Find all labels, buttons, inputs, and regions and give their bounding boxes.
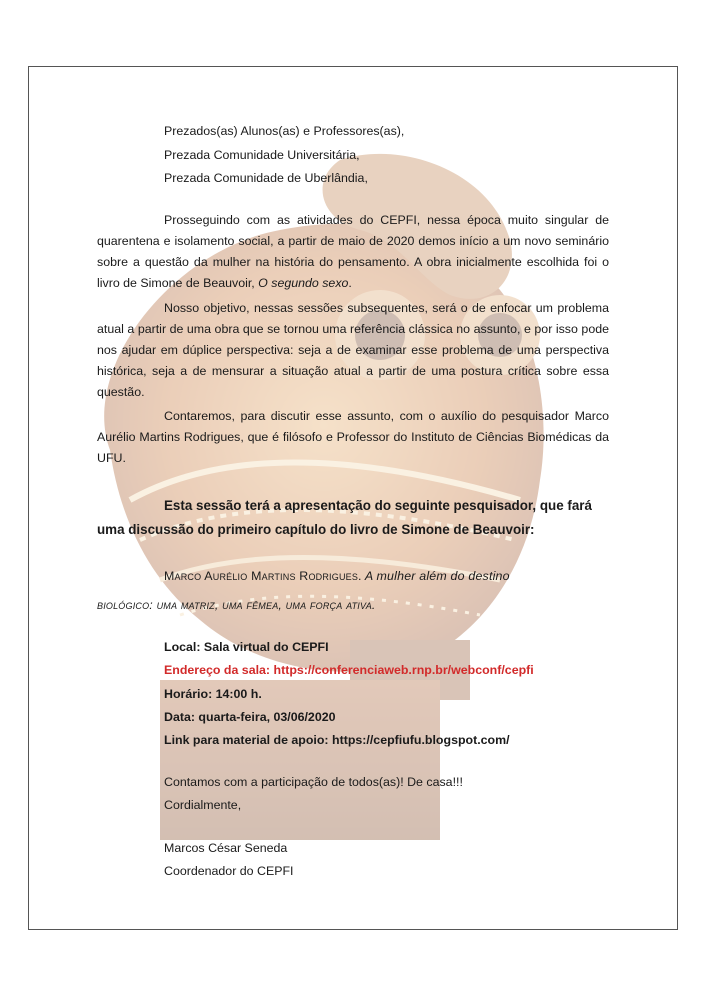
- paragraph-objective: Nosso objetivo, nessas sessões subsequentes, será o de enfocar um problema atual a partir de uma obra que se tornou uma referência clássica no assunto, e por isso pode nos ajudar em dúplice perspectiva: seja a de examinar esse problema de uma perspectiva histórica, seja a de mensurar a situação atual a partir de uma postura crítica sobre essa questão.: [97, 301, 609, 399]
- session-announcement: [97, 494, 609, 542]
- book-title: O segundo sexo: [258, 276, 349, 290]
- signature-role: Coordenador do CEPFI: [164, 864, 294, 878]
- presentation-title-line: A mulher além do destino: [364, 569, 510, 583]
- signature-name: Marcos César Seneda: [164, 841, 288, 855]
- closing-line: Contamos com a participação de todos(as)! De casa!!!: [164, 775, 463, 789]
- greeting-line: Prezada Comunidade de Uberlândia,: [164, 171, 368, 185]
- presenter-name: Marco Aurélio Martins Rodrigues.: [164, 569, 362, 583]
- greeting-line: Prezados(as) Alunos(as) e Professores(as),: [164, 124, 405, 138]
- paragraph-intro-text: Prosseguindo com as atividades do CEPFI, nessa época muito singular de quarentena e isolamento social, a partir de maio de 2020 demos início a um novo seminário sobre a questão da mulher na história do pensamento. A obra inicialmente escolhida foi o livro de Simone de Beauvoir,: [97, 213, 609, 290]
- paragraph-intro: [97, 210, 609, 294]
- date-line: Data: quarta-feira, 03/06/2020: [164, 710, 336, 724]
- time-line: Horário: 14:00 h.: [164, 687, 262, 701]
- support-material-link[interactable]: Link para material de apoio: https://cepfiufu.blogspot.com/: [164, 733, 510, 747]
- paragraph-researcher: Contaremos, para discutir esse assunto, com o auxílio do pesquisador Marco Aurélio Martins Rodrigues, que é filósofo e Professor do Instituto de Ciências Biomédicas da UFU.: [97, 409, 609, 465]
- location-line: Local: Sala virtual do CEPFI: [164, 640, 329, 654]
- presentation-title-line: biológico: uma matriz, uma fêmea, uma força ativa.: [97, 598, 376, 612]
- session-line: uma discussão do primeiro capítulo do livro de Simone de Beauvoir:: [97, 522, 535, 537]
- presentation-title: [97, 562, 609, 620]
- room-address-link[interactable]: Endereço da sala: https://conferenciaweb.rnp.br/webconf/cepfi: [164, 663, 534, 677]
- session-line: Esta sessão terá a apresentação do seguinte pesquisador, que fará: [164, 498, 592, 513]
- greeting-line: Prezada Comunidade Universitária,: [164, 148, 360, 162]
- paragraph-intro-end: .: [348, 276, 352, 290]
- closing-line: Cordialmente,: [164, 798, 242, 812]
